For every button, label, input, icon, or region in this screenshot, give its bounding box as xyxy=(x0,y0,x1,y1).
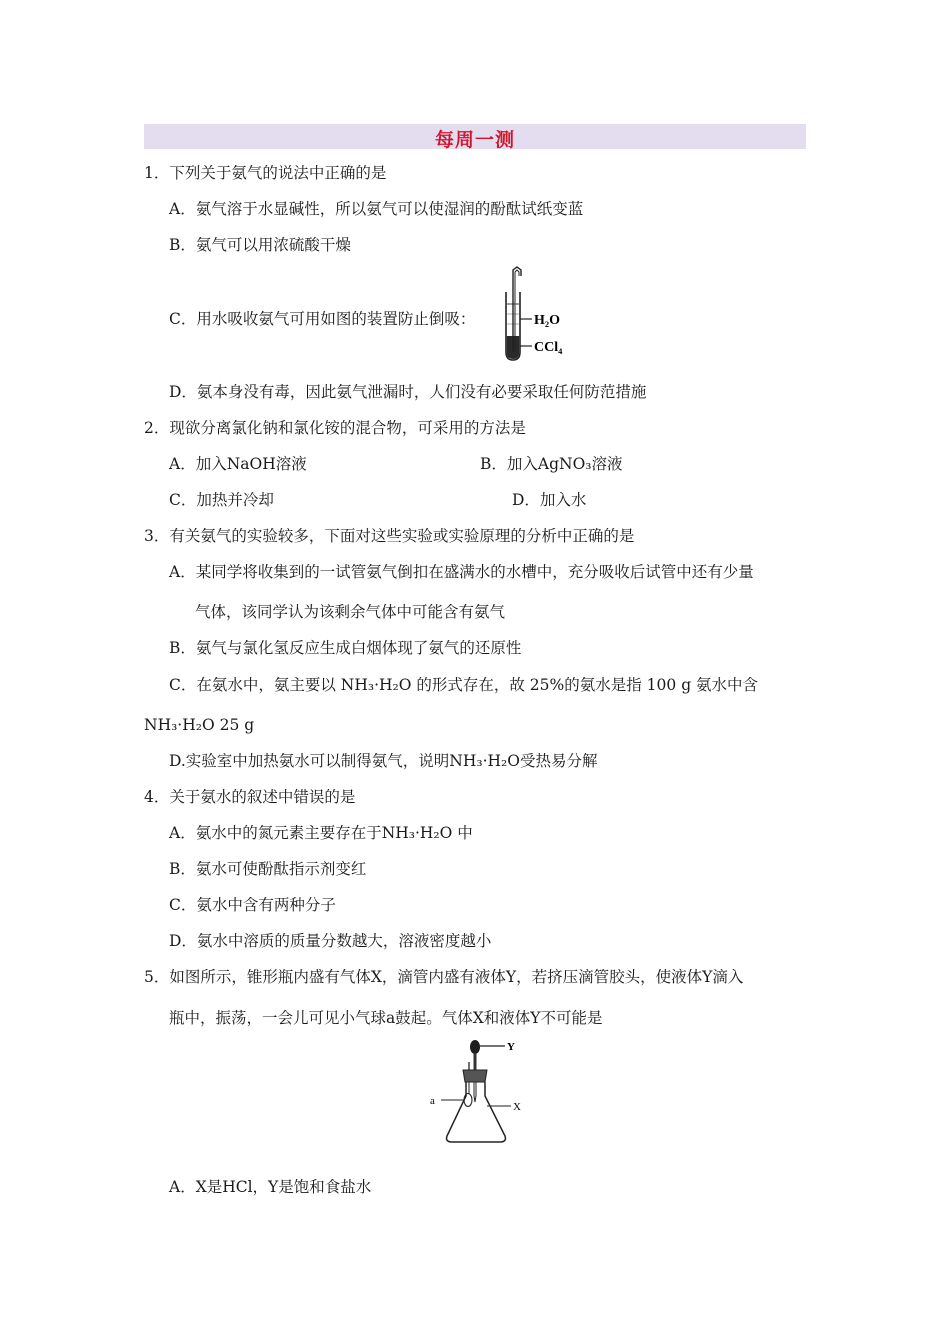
flask-diagram xyxy=(425,1036,535,1148)
ccl4-label: CCl₄ xyxy=(534,340,563,355)
question-3-option-a-line1: A．某同学将收集到的一试管氨气倒扣在盛满水的水槽中，充分吸收后试管中还有少量 xyxy=(169,563,754,581)
x-label: X xyxy=(513,1101,521,1113)
question-3-option-c-line2: NH₃·H₂O 25 g xyxy=(144,716,255,734)
question-5-stem-line2: 瓶中，振荡，一会儿可见小气球a鼓起。气体X和液体Y不可能是 xyxy=(169,1009,603,1027)
question-3-stem: 3．有关氨气的实验较多，下面对这些实验或实验原理的分析中正确的是 xyxy=(144,527,635,545)
question-2-option-c: C．加热并冷却 xyxy=(169,491,274,509)
y-label: Y xyxy=(507,1041,515,1053)
test-tube-diagram xyxy=(488,264,578,364)
question-1-option-a: A．氨气溶于水显碱性，所以氨气可以使湿润的酚酞试纸变蓝 xyxy=(169,200,584,218)
question-4-option-a: A．氨水中的氮元素主要存在于NH₃·H₂O 中 xyxy=(169,824,473,842)
question-5-option-a: A．X是HCl，Y是饱和食盐水 xyxy=(169,1178,372,1196)
question-3-option-a-line2: 气体，该同学认为该剩余气体中可能含有氨气 xyxy=(195,603,506,621)
question-2-option-a: A．加入NaOH溶液 xyxy=(169,455,307,473)
question-4-option-b: B．氨水可使酚酞指示剂变红 xyxy=(169,860,367,878)
question-4-stem: 4．关于氨水的叙述中错误的是 xyxy=(144,788,356,806)
question-3-option-d: D.实验室中加热氨水可以制得氨气，说明NH₃·H₂O受热易分解 xyxy=(169,752,598,770)
question-1-stem: 1．下列关于氨气的说法中正确的是 xyxy=(144,164,387,182)
question-1-option-d: D．氨本身没有毒，因此氨气泄漏时，人们没有必要采取任何防范措施 xyxy=(169,383,647,401)
question-4-option-c: C．氨水中含有两种分子 xyxy=(169,896,336,914)
question-1-option-b: B．氨气可以用浓硫酸干燥 xyxy=(169,236,351,254)
page-title: 每周一测 xyxy=(434,129,515,151)
question-2-option-d: D．加入水 xyxy=(512,491,587,509)
a-label: a xyxy=(430,1095,435,1107)
question-2-stem: 2．现欲分离氯化钠和氯化铵的混合物，可采用的方法是 xyxy=(144,419,526,437)
question-2-option-b: B．加入AgNO₃溶液 xyxy=(480,455,623,473)
water-label: H₂O xyxy=(534,313,560,328)
question-5-stem-line1: 5．如图所示，锥形瓶内盛有气体X，滴管内盛有液体Y，若挤压滴管胶头，使液体Y滴入 xyxy=(144,968,744,986)
question-4-option-d: D．氨水中溶质的质量分数越大，溶液密度越小 xyxy=(169,932,492,950)
question-1-option-c: C．用水吸收氨气可用如图的装置防止倒吸： xyxy=(169,310,476,328)
title-bar xyxy=(144,124,806,149)
question-3-option-c-line1: C．在氨水中，氨主要以 NH₃·H₂O 的形式存在，故 25%的氨水是指 100 g 氨水中含 xyxy=(169,676,759,694)
question-3-option-b: B．氨气与氯化氢反应生成白烟体现了氨气的还原性 xyxy=(169,639,522,657)
